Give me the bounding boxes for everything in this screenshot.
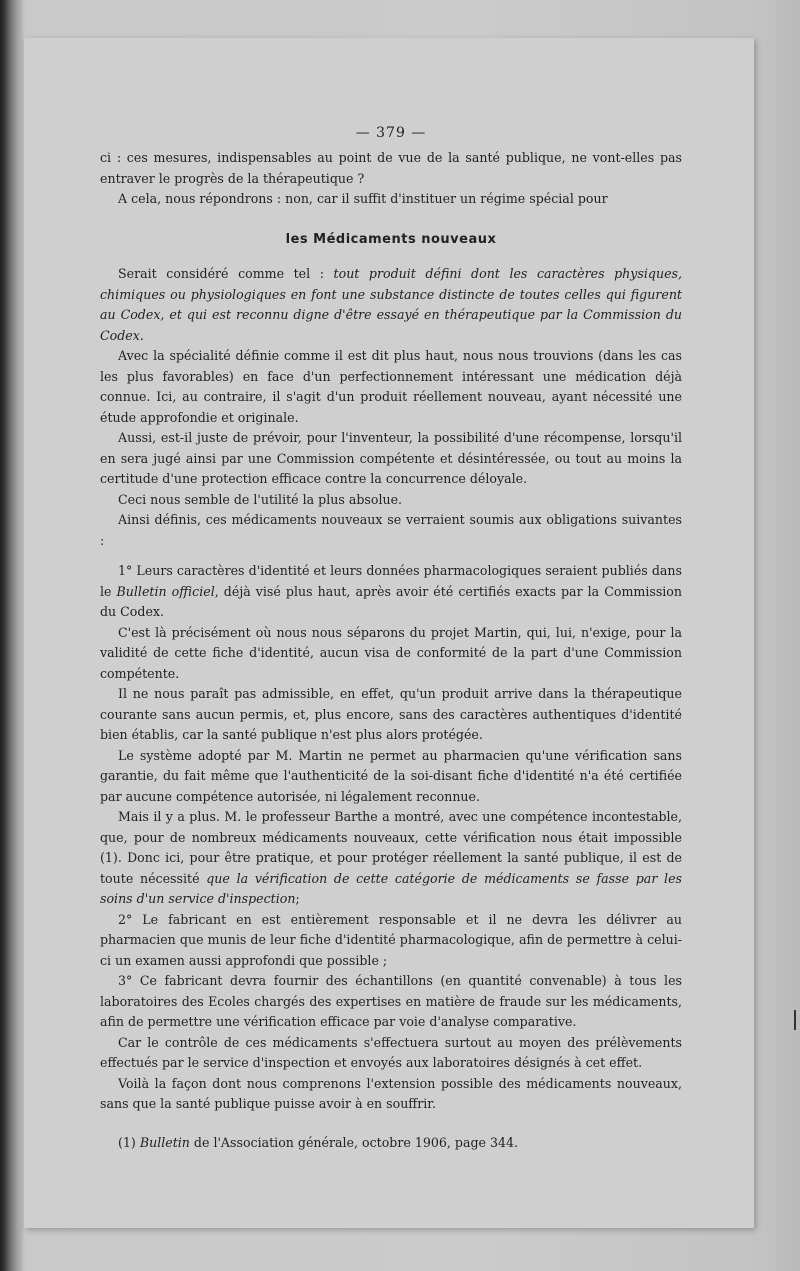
paragraph-12-start: Mais il y a plus. M. le professeur Barthe a montré, avec une compétence incontestable, que, pour de nombreux médicaments nouveaux, cette vérification nous était impossible (1). Donc ici, pour être pratique, et pour protéger réellement la santé publique, il est de toute nécessité xyxy=(100,809,682,886)
paragraph-4: Avec la spécialité définie comme il est dit plus haut, nous nous trouvions (dans les cas les plus favorables) en face d'un perfectionnement intéressant une médication déjà connue. Ici, au contraire, il s'agit d'un produit réellement nouveau, ayant nécessité une étude approfondie et originale. xyxy=(100,348,682,425)
paragraph-8 xyxy=(100,561,682,623)
paragraph-12 xyxy=(100,807,682,910)
binding-edge xyxy=(0,0,24,1271)
paragraph-10: Il ne nous paraît pas admissible, en effet, qu'un produit arrive dans la thérapeutique courante sans aucun permis, et, plus encore, sans des caractères authentiques d'identité bien établis, car la santé publique n'est plus alors protégée. xyxy=(100,686,682,742)
paragraph-12-italic: que la vérification de cette catégorie de médicaments se fasse par les soins d'un service d'inspection xyxy=(100,870,682,906)
footnote xyxy=(100,1133,682,1154)
footnote-rest: de l'Association générale, octobre 1906, page 344. xyxy=(189,1134,519,1150)
section-heading: les Médicaments nouveaux xyxy=(285,231,497,247)
paragraph-13: 2° Le fabricant en est entièrement responsable et il ne devra les délivrer au pharmacien que munis de leur fiche d'identité pharmacologique, afin de permettre à celui-ci un examen aussi approfondi que possible ; xyxy=(100,911,682,968)
paragraph-6: Ceci nous semble de l'utilité la plus absolue. xyxy=(118,491,403,507)
paragraph-3-start: Serait considéré comme tel : xyxy=(118,266,334,281)
paragraph-8-end: , déjà visé plus haut, après avoir été certifiés exacts par la Commission du Codex. xyxy=(100,583,682,619)
paragraph-1: ci : ces mesures, indispensables au point de vue de la santé publique, ne vont-elles pas entraver le progrès de la thérapeutique ? xyxy=(100,150,682,186)
page-text xyxy=(100,126,682,1153)
paragraph-12-end: ; xyxy=(295,891,300,906)
footnote-number: (1) xyxy=(118,1134,140,1150)
paragraph-14: 3° Ce fabricant devra fournir des échantillons (en quantité convenable) à tous les laboratoires des Ecoles chargés des expertises en matière de fraude sur les médicaments, afin de permettre une vérification efficace par voie d'analyse comparative. xyxy=(100,973,682,1029)
paragraph-8-start: 1° Leurs caractères d'identité et leurs données pharmacologiques seraient publiés dans le xyxy=(100,563,682,599)
paragraph-16: Voilà la façon dont nous comprenons l'extension possible des médicaments nouveaux, sans que la santé publique puisse avoir à en souffrir. xyxy=(100,1075,682,1111)
paragraph-2: A cela, nous répondrons : non, car il suffit d'instituer un régime spécial pour xyxy=(118,191,608,206)
paragraph-8-italic: Bulletin officiel xyxy=(116,583,215,599)
scan-edge-mark xyxy=(794,1010,796,1030)
footnote-italic: Bulletin xyxy=(139,1134,190,1150)
paragraph-5: Aussi, est-il juste de prévoir, pour l'inventeur, la possibilité d'une récompense, lorsqu'il en sera jugé ainsi par une Commission compétente et désintéressée, ou tout au moins la certitude d'une protection efficace contre la concurrence déloyale. xyxy=(100,430,682,486)
paragraph-7: Ainsi définis, ces médicaments nouveaux se verraient soumis aux obligations suivantes : xyxy=(100,512,682,548)
paragraph-3 xyxy=(100,264,682,346)
document-page xyxy=(24,38,754,1228)
paragraph-9: C'est là précisément où nous nous séparons du projet Martin, qui, lui, n'exige, pour la validité de cette fiche d'identité, aucun visa de conformité de la part d'une Commission compétente. xyxy=(100,624,682,681)
paragraph-11: Le système adopté par M. Martin ne permet au pharmacien qu'une vérification sans garantie, du fait même que l'authenticité de la soi-disant fiche d'identité n'a été certifiée par aucune compétence autorisée, ni légalement reconnue. xyxy=(100,747,682,804)
paragraph-3-italic: tout produit défini dont les caractères physiques, chimiques ou physiologiques en font une substance distincte de toutes celles qui figurent au Codex, et qui est reconnu digne d'être essayé en thérapeutique par la Commission du Codex. xyxy=(100,266,682,343)
page-number: — 379 — xyxy=(355,125,427,141)
paragraph-15: Car le contrôle de ces médicaments s'effectuera surtout au moyen des prélèvements effectués par le service d'inspection et envoyés aux laboratoires désignés à cet effet. xyxy=(100,1034,682,1070)
